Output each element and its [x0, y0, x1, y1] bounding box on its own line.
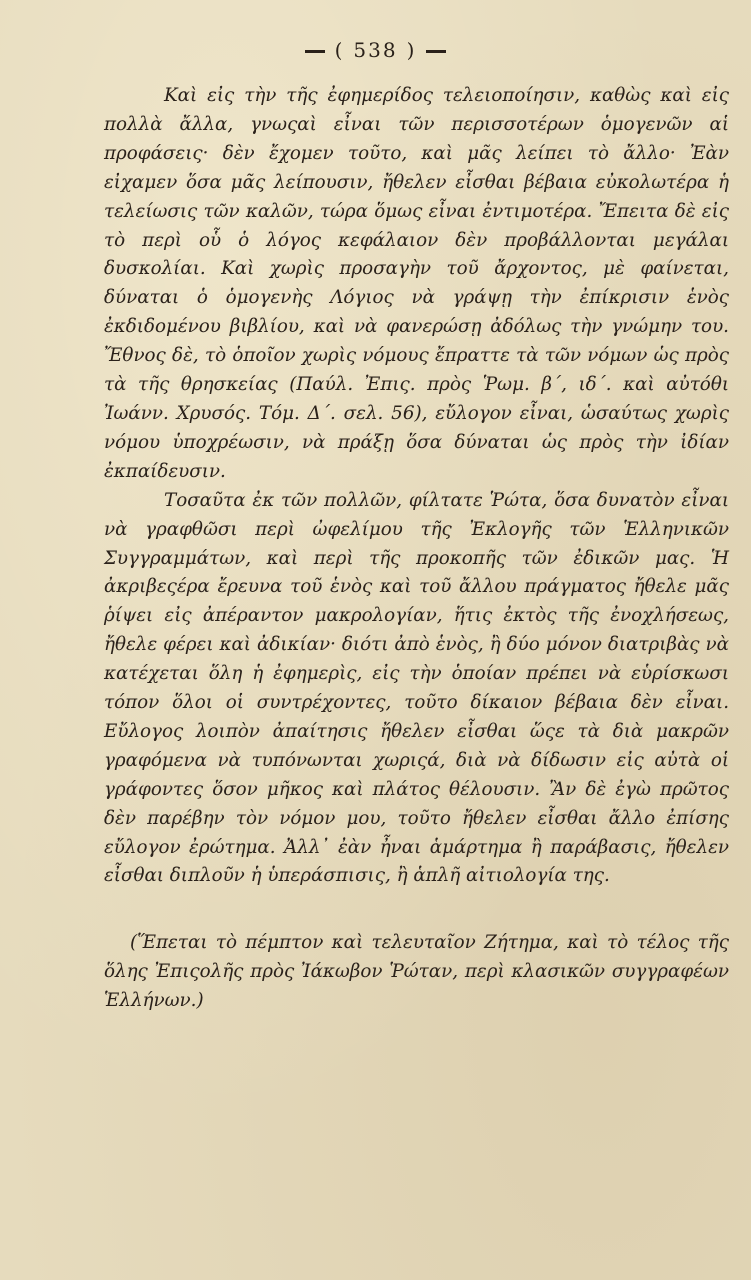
paragraph-1: Καὶ εἰς τὴν τῆς ἐφημερίδος τελειοποίησιν, καθὼς καὶ εἰς πολλὰ ἄλλα, γνωςαὶ εἶναι τῶν περισσοτέρων ὁμογενῶν αἱ προφάσεις· δὲν ἔχομεν τοῦτο, καὶ μᾶς λείπει τὸ ἄλλο· Ἐὰν εἰχαμεν ὅσα μᾶς λείπουσιν, ἤθελεν εἶσθαι βέβαια εὐκολωτέρα ἡ τελείωσις τῶν καλῶν, τώρα ὅμως εἶναι ἐντιμοτέρα. Ἔπειτα δὲ εἰς τὸ περὶ οὗ ὁ λόγος κεφάλαιον δὲν προβάλλονται μεγάλαι δυσκολίαι. Καὶ χωρὶς προσαγὴν τοῦ ἄρχοντος, μὲ φαίνεται, δύναται ὁ ὁμογενὴς Λόγιος νὰ γράψῃ τὴν ἐπίκρισιν ἑνὸς ἐκδιδομένου βιβλίου, καὶ νὰ φανερώσῃ ἀδόλως τὴν γνώμην του. Ἔθνος δὲ, τὸ ὁποῖον χωρὶς νόμους ἔπραττε τὰ τῶν νόμων ὡς πρὸς τὰ τῆς θρησκείας (Παύλ. Ἐπις. πρὸς Ῥωμ. β΄, ιδ΄. καὶ αὐτόθι Ἰωάνν. Χρυσός. Τόμ. Δ΄. σελ. 56), εὔλογον εἶναι, ὡσαύτως χωρὶς νόμου ὑποχρέωσιν, νὰ πράξῃ ὅσα δύναται ὡς πρὸς τὴν ἰδίαν ἐκπαίδευσιν. — [104, 85, 729, 482]
page-number-right-paren: ) — [406, 38, 417, 62]
page-number-header — [0, 38, 751, 63]
page-number: 538 — [353, 38, 398, 62]
header-left-dash — [305, 50, 325, 53]
header-right-dash — [426, 50, 446, 53]
body-text — [104, 82, 729, 1016]
closing-note: (Ἕπεται τὸ πέμπτον καὶ τελευταῖον Ζήτημα, καὶ τὸ τέλος τῆς ὅλης Ἐπιςολῆς πρὸς Ἰάκωβον Ῥώταν, περὶ κλασικῶν συγγραφέων Ἑλλήνων.) — [104, 932, 729, 1012]
paragraph-2: Τοσαῦτα ἐκ τῶν πολλῶν, φίλτατε Ῥώτα, ὅσα δυνατὸν εἶναι νὰ γραφθῶσι περὶ ὠφελίμου τῆς Ἐκλογῆς τῶν Ἑλληνικῶν Συγγραμμάτων, καὶ περὶ τῆς προκοπῆς τῶν ἐδικῶν μας. Ἡ ἀκριβεςέρα ἔρευνα τοῦ ἑνὸς καὶ τοῦ ἄλλου πράγματος ἤθελε μᾶς ῥίψει εἰς ἀπέραντον μακρολογίαν, ἥτις ἐκτὸς τῆς ἐνοχλήσεως, ἤθελε φέρει καὶ ἀδικίαν· διότι ἀπὸ ἑνὸς, ἢ δύο μόνον διατριβὰς νὰ κατέχεται ὅλη ἡ ἐφημερὶς, εἰς τὴν ὁποίαν πρέπει νὰ εὑρίσκωσι τόπον ὅλοι οἱ συντρέχοντες, τοῦτο δίκαιον βέβαια δὲν εἶναι. Εὔλογος λοιπὸν ἀπαίτησις ἤθελεν εἶσθαι ὥςε τὰ διὰ μακρῶν γραφόμενα νὰ τυπόνωνται χωριςά, διὰ νὰ δίδωσιν εἰς αὐτὰ οἱ γράφοντες ὅσον μῆκος καὶ πλάτος θέλουσιν. Ἂν δὲ ἐγὼ πρῶτος δὲν παρέβην τὸν νόμον μου, τοῦτο ἤθελεν εἶσθαι ἄλλο ἐπίσης εὔλογον ἐρώτημα. Ἀλλ᾽ ἐὰν ἦναι ἁμάρτημα ἢ παράβασις, ἤθελεν εἶσθαι διπλοῦν ἡ ὑπεράσπισις, ἢ ἁπλῆ αἰτιολογία της. — [104, 489, 729, 887]
page-number-left-paren: ( — [334, 38, 345, 62]
